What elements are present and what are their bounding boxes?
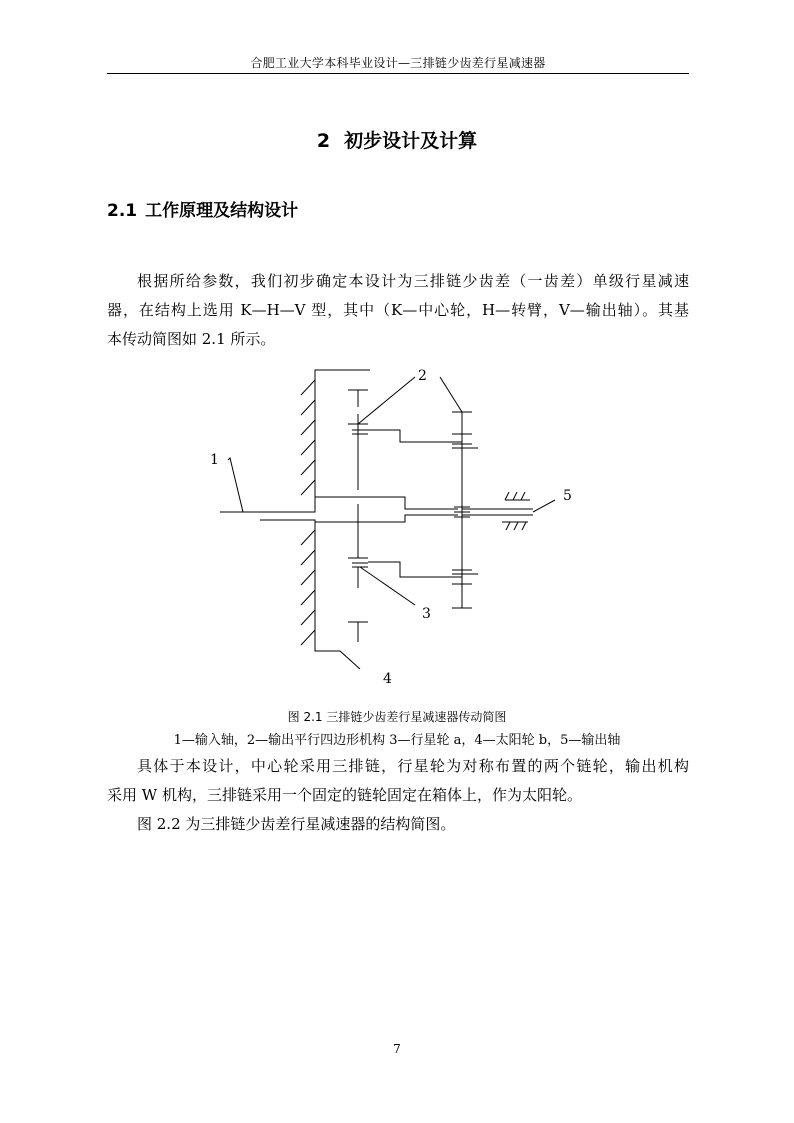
chapter-number: 2 — [316, 130, 331, 152]
paragraph-line: 器，在结构上选用 K—H—V 型，其中（K—中心轮，H—转臂，V—输出轴）。其基 — [107, 301, 689, 319]
figure-legend: 1—输入轴，2—输出平行四边形机构 3—行星轮 a，4—太阳轮 b，5—输出轴 — [173, 733, 621, 748]
section-heading — [107, 196, 298, 221]
section-number: 2.1 — [107, 201, 138, 221]
page-number: 7 — [393, 1042, 401, 1056]
parallelogram-mechanism — [368, 412, 478, 608]
housing-lower — [315, 522, 370, 669]
paragraph-figure-ref: 图 2.2 为三排链少齿差行星减速器的结构简图。 — [137, 815, 456, 833]
input-shaft — [220, 497, 458, 512]
planet-gear-a — [348, 414, 368, 588]
paragraph-line: 本传动简图如 2.1 所示。 — [107, 330, 276, 348]
label-3: 3 — [422, 606, 431, 622]
output-shaft — [462, 492, 533, 530]
label-5: 5 — [563, 488, 572, 504]
section-title: 工作原理及结构设计 — [145, 201, 299, 221]
transmission-diagram — [200, 362, 600, 692]
paragraph-line: 采用 W 机构，三排链采用一个固定的链轮固定在箱体上，作为太阳轮。 — [107, 786, 582, 804]
paragraph-detail — [107, 752, 689, 810]
header-rule — [107, 73, 689, 74]
label-2: 2 — [418, 368, 427, 384]
paragraph-line: 具体于本设计，中心轮采用三排链，行星轮为对称布置的两个链轮，输出机构 — [137, 757, 689, 775]
label-1: 1 — [210, 452, 219, 468]
label-4: 4 — [383, 671, 392, 687]
running-header: 合肥工业大学本科毕业设计—三排链少齿差行星减速器 — [250, 56, 546, 70]
input-shaft-bottom — [260, 515, 458, 522]
paragraph-line: 根据所给参数，我们初步确定本设计为三排链少齿差（一齿差）单级行星减速 — [137, 272, 689, 290]
chapter-title: 初步设计及计算 — [344, 130, 478, 152]
chapter-heading — [0, 126, 794, 153]
paragraph-intro — [107, 267, 689, 354]
figure-caption: 图 2.1 三排链少齿差行星减速器传动简图 — [287, 710, 507, 724]
leader-lines — [228, 377, 555, 605]
